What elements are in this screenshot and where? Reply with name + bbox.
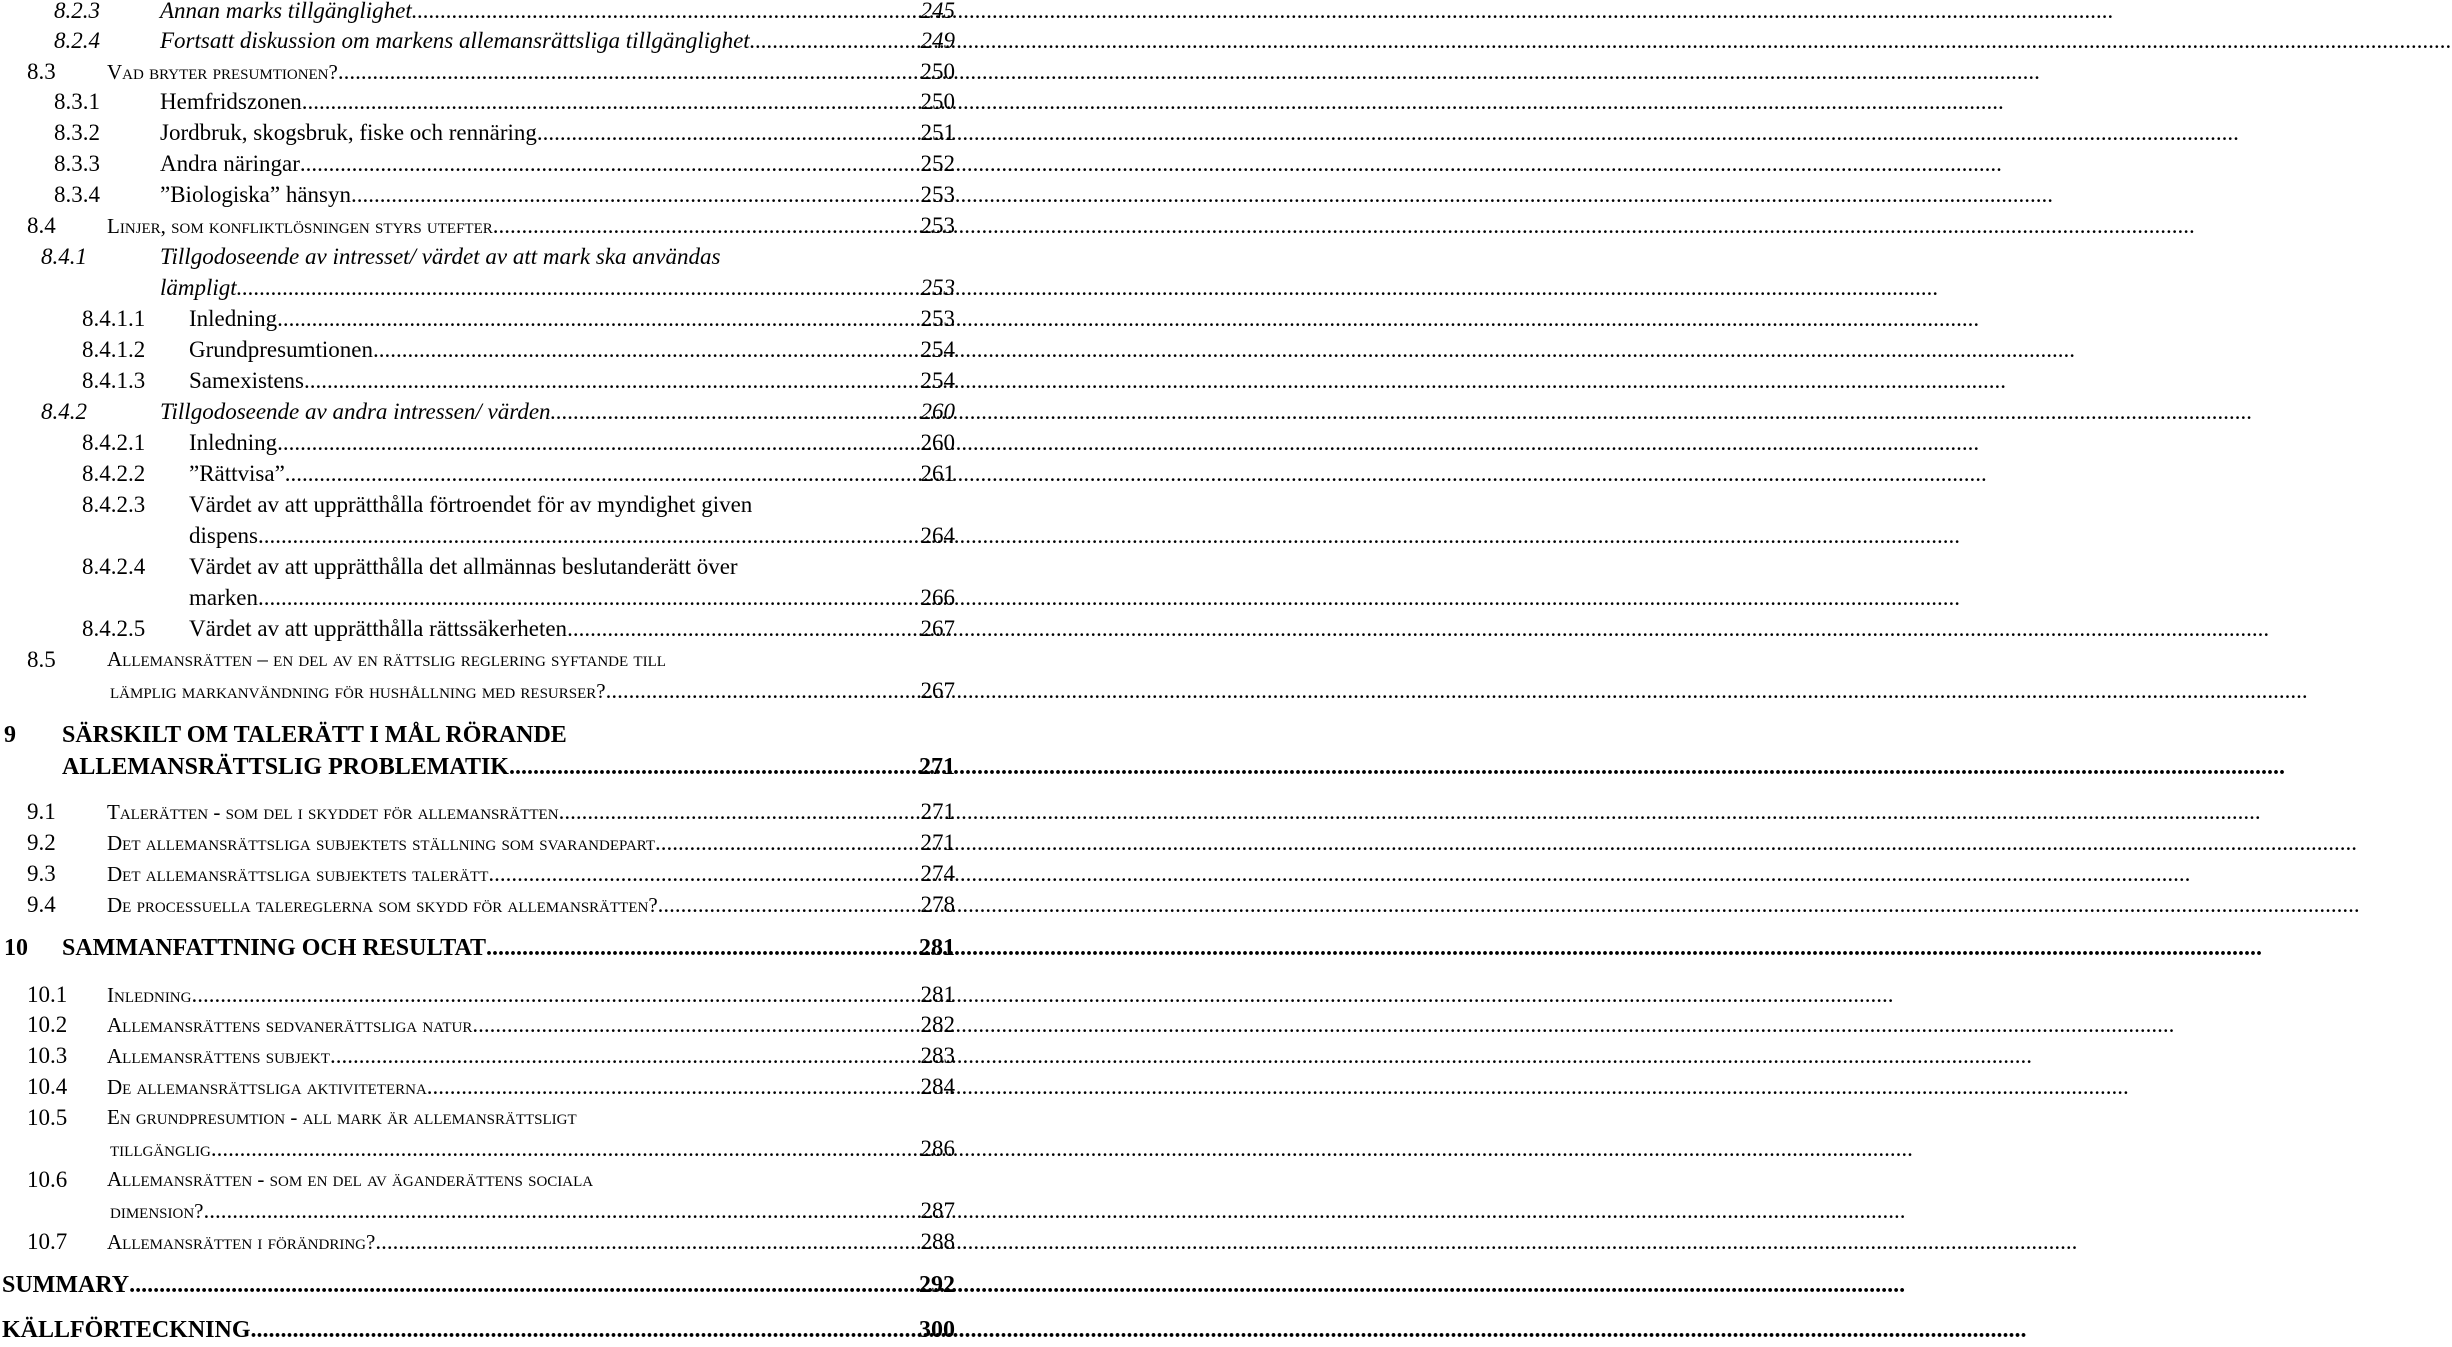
dot-leader (338, 59, 920, 85)
toc-entry[interactable] (0, 461, 960, 491)
toc-entry[interactable] (0, 830, 960, 860)
dot-leader (191, 982, 919, 1008)
dot-leader (300, 151, 920, 177)
toc-entry-number: 10 (4, 935, 28, 961)
toc-entry-number: 8.4 (27, 213, 56, 238)
toc-entry-title: De processuella talereglerna som skydd för allemansrätten? (107, 893, 658, 917)
toc-entry[interactable] (0, 399, 960, 429)
toc-entry-title: Allemansrättens sedvanerättsliga natur (107, 1013, 473, 1037)
toc-entry-number: 8.3.1 (54, 89, 100, 114)
toc-chapter[interactable] (0, 935, 960, 965)
toc-entry-title: Annan marks tillgänglighet (160, 0, 412, 23)
toc-entry-number: 8.4.2.1 (82, 430, 146, 455)
toc-entry-number: 8.4.2.2 (82, 461, 146, 486)
toc-entry[interactable] (0, 799, 960, 829)
toc-entry[interactable] (0, 244, 960, 306)
toc-entry-number: 10.4 (27, 1074, 68, 1099)
dot-leader (285, 461, 920, 487)
toc-entry-title: Det allemansrättsliga subjektets talerätt (107, 862, 489, 886)
toc-entry-title: Talerätten - som del i skyddet för allemansrätten (107, 800, 559, 824)
toc-entry[interactable] (0, 28, 960, 58)
toc-entry-number: 8.4.2.3 (82, 492, 146, 517)
toc-entry[interactable] (0, 1012, 960, 1042)
dot-leader (277, 306, 919, 332)
toc-entry-title: Andra näringar (160, 151, 300, 176)
toc-entry-page: 266 (920, 585, 955, 610)
toc-entry-number: 8.4.1.3 (82, 368, 146, 393)
toc-entry-title-continued: dispens (189, 523, 258, 548)
toc-entry-page: 253 (920, 182, 955, 207)
toc-entry-page: 271 (920, 799, 955, 824)
toc-entry-title: Allemansrätten - som en del av äganderättens sociala (107, 1167, 594, 1191)
toc-entry-title: Värdet av att upprätthålla förtroendet för av myndighet given (189, 492, 753, 517)
toc-entry-title: Allemansrätten – en del av en rättslig reglering syftande till (107, 647, 666, 671)
toc-entry-number: 8.3 (27, 59, 56, 84)
toc-entry-title: Inledning (189, 430, 278, 455)
toc-entry-title-continued: ALLEMANSRÄTTSLIG PROBLEMATIK (62, 754, 509, 780)
toc-entry-page: 300 (919, 1317, 955, 1343)
dot-leader (302, 89, 920, 115)
toc-entry-title: Vad bryter presumtionen? (107, 60, 338, 84)
dot-leader (251, 1317, 918, 1344)
toc-entry-page: 278 (920, 892, 955, 917)
toc-entry[interactable] (0, 89, 960, 119)
toc-entry-page: 284 (920, 1074, 955, 1099)
toc-entry-page: 292 (919, 1272, 955, 1298)
toc-entry-title: Inledning (189, 306, 278, 331)
toc-entry-title-continued: lämpligt (160, 275, 237, 300)
toc-entry-page: 253 (920, 306, 955, 331)
toc-entry[interactable] (0, 368, 960, 398)
dot-leader (537, 120, 920, 146)
toc-entry[interactable] (0, 430, 960, 460)
toc-entry-page: 251 (920, 120, 955, 145)
toc-entry-title: Värdet av att upprätthålla rättssäkerheten (189, 616, 568, 641)
toc-chapter[interactable] (0, 1317, 960, 1347)
toc-entry-title: Linjer, som konfliktlösningen styrs utefter (107, 214, 493, 238)
toc-entry-title-continued: dimension? (110, 1199, 204, 1223)
dot-leader (258, 585, 920, 611)
toc-entry-page: 271 (920, 830, 955, 855)
toc-entry-number: 10.6 (27, 1167, 68, 1192)
toc-entry-title: Samexistens (189, 368, 304, 393)
dot-leader (488, 861, 919, 887)
toc-entry-page: 261 (920, 461, 955, 486)
toc-entry-title: SAMMANFATTNING OCH RESULTAT (62, 935, 487, 961)
toc-entry[interactable] (0, 1074, 960, 1104)
toc-entry-page: 267 (920, 616, 955, 641)
toc-entry-page: 283 (920, 1043, 955, 1068)
toc-entry[interactable] (0, 306, 960, 336)
toc-entry[interactable] (0, 554, 960, 616)
dot-leader (304, 368, 920, 394)
toc-entry[interactable] (0, 120, 960, 150)
toc-entry-number: 9.4 (27, 892, 56, 917)
toc-entry-title: Allemansrätten i förändring? (107, 1230, 376, 1254)
toc-entry-title: De allemansrättsliga aktiviteterna (107, 1075, 427, 1099)
toc-entry-number: 8.4.1 (41, 244, 87, 269)
toc-entry-page: 274 (920, 861, 955, 886)
toc-entry-number: 9.3 (27, 861, 56, 886)
toc-entry-number: 10.3 (27, 1043, 68, 1068)
toc-entry-number: 8.2.3 (54, 0, 100, 23)
toc-entry-page: 250 (920, 59, 955, 84)
dot-leader (551, 399, 920, 425)
toc-entry-title: Hemfridszonen (160, 89, 302, 114)
dot-leader (567, 616, 919, 642)
toc-entry-title: Inledning (107, 983, 192, 1007)
toc-entry-number: 9 (4, 722, 16, 748)
toc-chapter[interactable] (0, 722, 960, 784)
toc-entry-number: 10.7 (27, 1229, 68, 1254)
toc-entry-title: Tillgodoseende av intresset/ värdet av att mark ska användas (160, 244, 721, 269)
toc-entry-page: 264 (920, 523, 955, 548)
toc-chapter[interactable] (0, 1272, 960, 1302)
toc-entry-title-continued: tillgänglig (110, 1137, 211, 1161)
toc-entry-title: ”Biologiska” hänsyn (160, 182, 351, 207)
dot-leader (750, 28, 920, 54)
toc-entry-title: Tillgodoseende av andra intressen/ värden (160, 399, 551, 424)
toc-entry[interactable] (0, 59, 960, 89)
toc-entry[interactable] (0, 213, 960, 243)
toc-entry-number: 10.1 (27, 982, 68, 1007)
toc-entry-number: 8.4.1.1 (82, 306, 146, 331)
toc-entry-number: 8.3.2 (54, 120, 100, 145)
toc-entry[interactable] (0, 182, 960, 212)
toc-entry[interactable] (0, 0, 960, 28)
toc-entry-number: 8.4.2 (41, 399, 87, 424)
dot-leader (258, 523, 920, 549)
toc-entry-page: 245 (920, 0, 955, 23)
dot-leader (559, 799, 920, 825)
toc-entry-page: 271 (919, 754, 955, 780)
toc-entry[interactable] (0, 1167, 960, 1229)
toc-entry-number: 9.1 (27, 799, 56, 824)
toc-entry[interactable] (0, 1105, 960, 1167)
toc-entry-number: 8.2.4 (54, 28, 100, 53)
toc-entry-page: 282 (920, 1012, 955, 1037)
toc-entry[interactable] (0, 492, 960, 554)
dot-leader (277, 430, 919, 456)
toc-entry-page: 252 (920, 151, 955, 176)
toc-entry-page: 253 (920, 275, 955, 300)
toc-entry[interactable] (0, 982, 960, 1012)
dot-leader (211, 1136, 920, 1162)
toc-entry-title: En grundpresumtion - all mark är allemansrättsligt (107, 1105, 577, 1129)
toc-entry-page: 254 (920, 368, 955, 393)
toc-entry-number: 9.2 (27, 830, 56, 855)
dot-leader (375, 1229, 919, 1255)
toc-entry-number: 8.5 (27, 647, 56, 672)
toc-entry-title: Fortsatt diskussion om markens allemansrättsliga tillgänglighet (160, 28, 750, 53)
toc-entry-title: Värdet av att upprätthålla det allmännas beslutanderätt över (189, 554, 738, 579)
toc-entry[interactable] (0, 1043, 960, 1073)
dot-leader (351, 182, 920, 208)
toc-entry[interactable] (0, 337, 960, 367)
toc-entry-number: 10.2 (27, 1012, 68, 1037)
toc-entry-title: Jordbruk, skogsbruk, fiske och rennäring (160, 120, 537, 145)
toc-entry-page: 250 (920, 89, 955, 114)
dot-leader (237, 275, 920, 301)
toc-entry-number: 8.4.2.5 (82, 616, 146, 641)
dot-leader (427, 1074, 920, 1100)
toc-entry-title: Grundpresumtionen (189, 337, 373, 362)
toc-entry-title: KÄLLFÖRTECKNING (2, 1317, 251, 1343)
toc-entry-page: 249 (920, 28, 955, 53)
toc-entry-page: 287 (920, 1198, 955, 1223)
toc-entry-page: 260 (920, 430, 955, 455)
toc-entry-number: 8.3.4 (54, 182, 100, 207)
dot-leader (606, 678, 920, 704)
dot-leader (129, 1272, 918, 1299)
toc-entry-number: 8.4.2.4 (82, 554, 146, 579)
toc-entry-page: 260 (920, 399, 955, 424)
toc-entry[interactable] (0, 151, 960, 181)
toc-entry-number: 10.5 (27, 1105, 68, 1130)
toc-entry-title: SUMMARY (2, 1272, 130, 1298)
toc-entry[interactable] (0, 861, 960, 891)
toc-entry-title: SÄRSKILT OM TALERÄTT I MÅL RÖRANDE (62, 722, 567, 748)
dot-leader (203, 1198, 919, 1224)
dot-leader (655, 830, 919, 856)
toc-entry[interactable] (0, 647, 960, 709)
toc-entry-title: ”Rättvisa” (189, 461, 285, 486)
toc-entry-page: 267 (920, 678, 955, 703)
toc-entry-page: 253 (920, 213, 955, 238)
toc-entry-page: 254 (920, 337, 955, 362)
toc-entry-number: 8.3.3 (54, 151, 100, 176)
toc-entry-title-continued: marken (189, 585, 258, 610)
dot-leader (412, 0, 920, 24)
dot-leader (493, 213, 920, 239)
toc-entry-title: Det allemansrättsliga subjektets ställning som svarandepart (107, 831, 656, 855)
toc-entry[interactable] (0, 1229, 960, 1259)
toc-entry-page: 286 (920, 1136, 955, 1161)
dot-leader (509, 754, 918, 781)
dot-leader (373, 337, 920, 363)
toc-entry-title: Allemansrättens subjekt (107, 1044, 330, 1068)
toc-entry-page: 281 (919, 935, 955, 961)
dot-leader (486, 935, 918, 962)
dot-leader (330, 1043, 920, 1069)
dot-leader (472, 1012, 919, 1038)
toc-entry-page: 288 (920, 1229, 955, 1254)
table-of-contents (0, 0, 960, 1344)
toc-entry[interactable] (0, 616, 960, 646)
dot-leader (658, 892, 920, 918)
toc-entry-title-continued: lämplig markanvändning för hushållning med resurser? (110, 679, 606, 703)
toc-entry[interactable] (0, 892, 960, 922)
toc-entry-page: 281 (920, 982, 955, 1007)
toc-entry-number: 8.4.1.2 (82, 337, 146, 362)
